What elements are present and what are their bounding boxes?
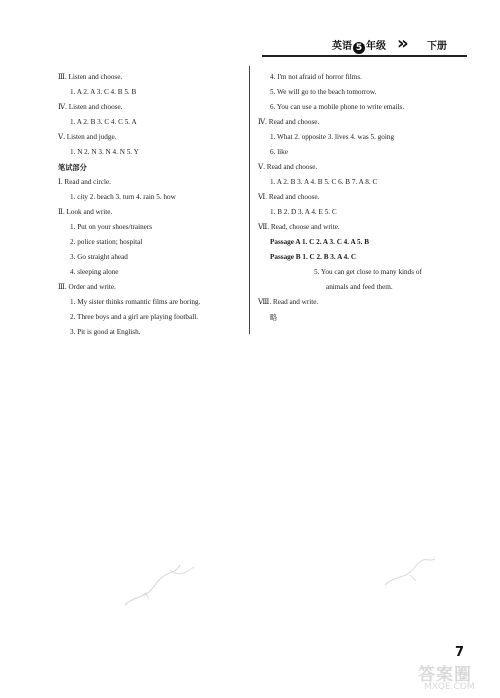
page-header <box>262 33 467 57</box>
right-line-10: 1. B 2. D 3. A 4. E 5. C <box>270 208 337 216</box>
scan-scribble-left <box>120 555 210 615</box>
double-chevron-icon: » <box>397 33 403 54</box>
left-line-13: 3. Go straight ahead <box>70 253 128 261</box>
watermark-logo <box>418 660 493 694</box>
column-divider <box>249 66 250 334</box>
right-line-1: 4. I'm not afraid of horror films. <box>270 73 362 81</box>
watermark-url: MXQE.COM <box>424 682 475 692</box>
left-line-1: Ⅲ. Listen and choose. <box>58 73 123 81</box>
volume-label: 下册 <box>427 41 447 52</box>
passage-b-answers: Passage B 1. C 2. B 3. A 4. C <box>270 253 357 261</box>
left-line-11: 1. Put on your shoes/trainers <box>70 223 153 231</box>
right-line-9: Ⅵ. Read and choose. <box>258 193 320 201</box>
left-line-12: 2. police station; hospital <box>70 238 143 246</box>
page-number: 7 <box>455 645 465 660</box>
scan-scribble-right <box>380 555 440 595</box>
right-line-16: Ⅷ. Read and write. <box>258 298 319 306</box>
left-line-3: Ⅳ. Listen and choose. <box>58 103 123 111</box>
right-line-11: Ⅶ. Read, choose and write. <box>258 223 340 231</box>
right-column <box>258 70 468 325</box>
left-line-18: 3. Pit is good at English. <box>70 328 141 336</box>
right-line-7: Ⅴ. Read and choose. <box>258 163 318 171</box>
right-line-14: 5. You can get close to many kinds of <box>314 268 422 276</box>
grade-number-badge: 5 <box>353 42 365 54</box>
right-line-6: 6. like <box>270 148 288 156</box>
left-line-5: Ⅴ. Listen and judge. <box>58 133 117 141</box>
watermark-text: 答案圈 <box>418 665 472 685</box>
left-line-8: Ⅰ. Read and circle. <box>58 178 111 186</box>
section-title-written: 笔试部分 <box>58 163 87 172</box>
passage-a-answers: Passage A 1. C 2. A 3. C 4. A 5. B <box>270 238 370 246</box>
left-line-4: 1. A 2. B 3. C 4. C 5. A <box>70 118 137 126</box>
right-line-2: 5. We will go to the beach tomorrow. <box>270 88 377 96</box>
left-line-14: 4. sleeping alone <box>70 268 119 276</box>
left-line-9: 1. city 2. beach 3. turn 4. rain 5. how <box>70 193 176 201</box>
right-line-8: 1. A 2. B 3. A 4. B 5. C 6. B 7. A 8. C <box>270 178 378 186</box>
left-line-10: Ⅱ. Look and write. <box>58 208 113 216</box>
left-line-2: 1. A 2. A 3. C 4. B 5. B <box>70 88 137 96</box>
left-line-6: 1. N 2. N 3. N 4. N 5. Y <box>70 148 139 156</box>
right-line-5: 1. What 2. opposite 3. lives 4. was 5. going <box>270 133 395 141</box>
right-line-17: 略 <box>270 313 278 322</box>
right-line-4: Ⅳ. Read and choose. <box>258 118 320 126</box>
left-line-16: 1. My sister thinks romantic films are boring. <box>70 298 201 306</box>
subject-grade-label: 英语 5 年级 <box>332 41 386 53</box>
left-line-15: Ⅲ. Order and write. <box>58 283 116 291</box>
left-column <box>58 70 243 340</box>
right-line-3: 6. You can use a mobile phone to write emails. <box>270 103 405 111</box>
right-line-15: animals and feed them. <box>326 283 393 291</box>
left-line-17: 2. Three boys and a girl are playing football. <box>70 313 199 321</box>
